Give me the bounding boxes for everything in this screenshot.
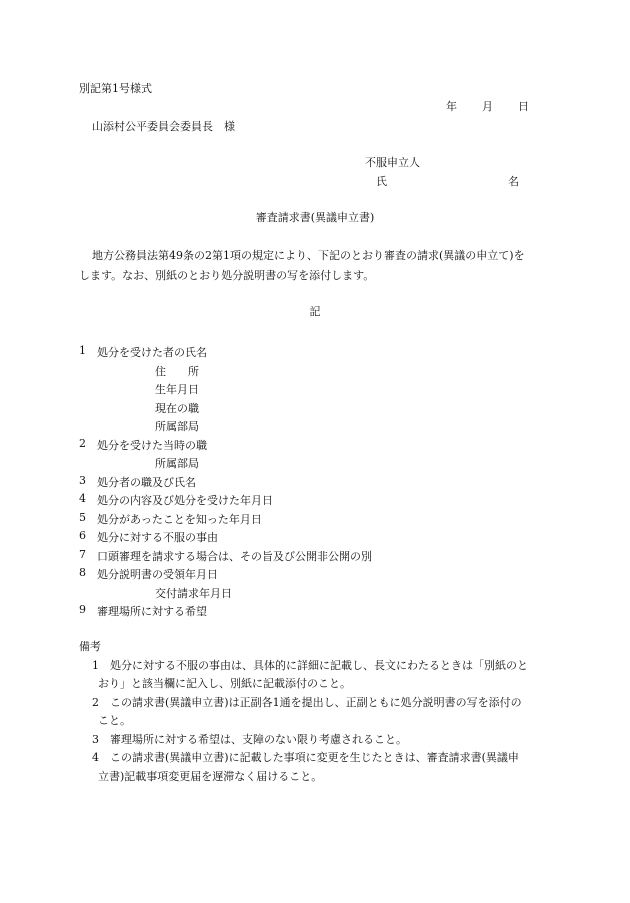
note-line: この請求書(異議申立書)は正副各1通を提出し、正副ともに処分説明書の写を添付の (110, 696, 522, 709)
note-number: 1 (92, 659, 99, 672)
note-number: 4 (92, 751, 99, 764)
date-day: 日 (518, 100, 529, 113)
body-line-2: します。なお、別紙のとおり処分説明書の写を添付します。 (79, 269, 375, 282)
item-number: 6 (79, 529, 86, 542)
note-line: 立書)記載事項変更届を遅滞なく届けること。 (98, 770, 323, 783)
form-label: 別記第1号様式 (79, 82, 152, 95)
item-text: 審理場所に対する希望 (97, 605, 207, 618)
item-text: 処分の内容及び処分を受けた年月日 (97, 494, 273, 507)
note-line: こと。 (98, 714, 131, 727)
item-number: 8 (79, 566, 86, 579)
item-text: 処分説明書の受領年月日 (97, 568, 218, 581)
note-line: おり」と該当欄に記入し、別紙に記載添付のこと。 (98, 677, 351, 690)
note-number: 3 (92, 733, 99, 746)
item-text: 処分に対する不服の事由 (97, 531, 218, 544)
applicant-name-prefix: 氏 (376, 175, 387, 188)
body-line-1: 地方公務員法第49条の2第1項の規定により、下記のとおり審査の請求(異議の申立て)を (92, 249, 525, 262)
item-number: 1 (79, 344, 86, 357)
item-number: 4 (79, 492, 86, 505)
list-subitem: 生年月日 (155, 383, 199, 396)
list-subitem: 所属部局 (155, 420, 199, 433)
remarks-heading: 備考 (79, 640, 101, 653)
item-number: 2 (79, 437, 86, 450)
item-text: 処分者の職及び氏名 (97, 476, 196, 489)
item-text: 処分を受けた当時の職 (97, 439, 207, 452)
note-line: この請求書(異議申立書)に記載した事項に変更を生じたときは、審査請求書(異議申 (110, 751, 519, 764)
item-number: 9 (79, 603, 86, 616)
item-text: 処分を受けた者の氏名 (97, 346, 207, 359)
item-text: 口頭審理を請求する場合は、その旨及び公開非公開の別 (97, 550, 372, 563)
date-year: 年 (446, 100, 457, 113)
list-subitem: 住 所 (155, 365, 199, 378)
list-subitem: 現在の職 (155, 402, 199, 415)
addressee: 山添村公平委員会委員長 様 (92, 120, 235, 133)
note-line: 処分に対する不服の事由は、具体的に詳細に記載し、長文にわたるときは「別紙のと (110, 659, 528, 672)
list-subitem: 所属部局 (155, 457, 199, 470)
item-number: 5 (79, 511, 86, 524)
item-number: 3 (79, 474, 86, 487)
ki-heading: 記 (309, 305, 321, 318)
applicant-label: 不服申立人 (365, 156, 420, 169)
document-title: 審査請求書(異議申立書) (255, 211, 375, 224)
note-line: 審理場所に対する希望は、支障のない限り考慮されること。 (110, 733, 407, 746)
list-subitem: 交付請求年月日 (155, 587, 232, 600)
date-month: 月 (482, 100, 493, 113)
item-number: 7 (79, 548, 86, 561)
item-text: 処分があったことを知った年月日 (97, 513, 262, 526)
note-number: 2 (92, 696, 99, 709)
applicant-name-suffix: 名 (508, 175, 519, 188)
